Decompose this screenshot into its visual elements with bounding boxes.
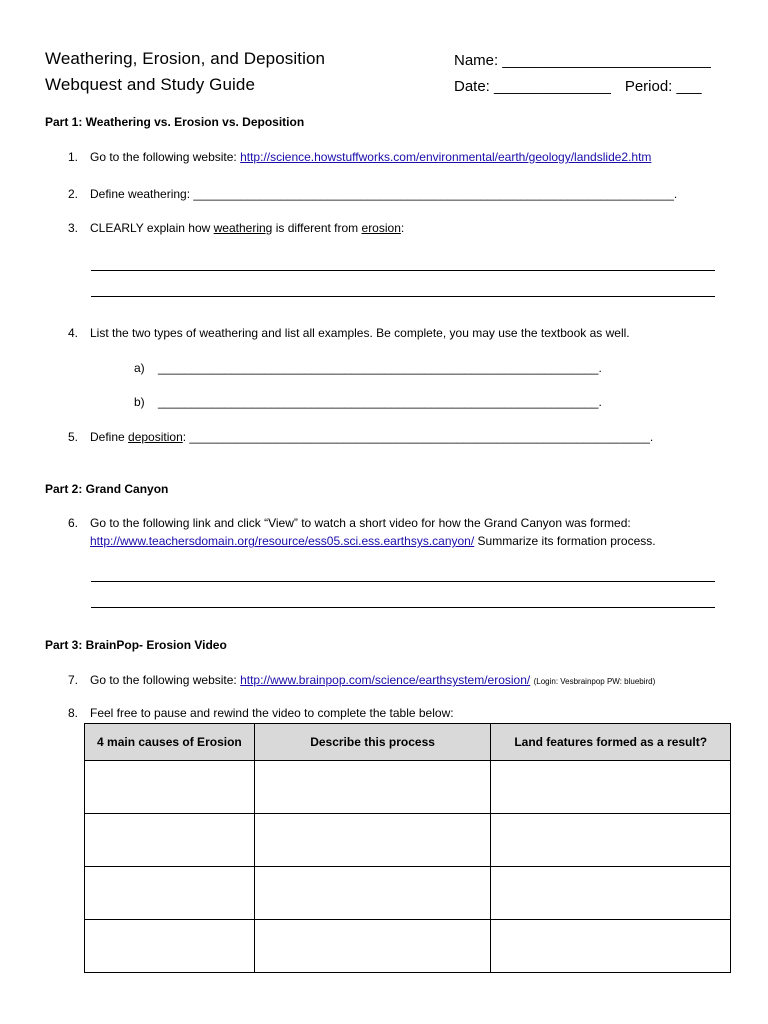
- question-1: 1. Go to the following website: http://science.howstuffworks.com/environmental/earth/geology/landslide2.htm: [68, 150, 652, 164]
- date-period-row: [454, 78, 702, 95]
- period-field: Period: ___: [624, 78, 702, 95]
- question-5: 5. Define deposition: _____________________________________________________________________.: [68, 430, 654, 444]
- table-cell[interactable]: [85, 761, 255, 814]
- part1-heading: Part 1: Weathering vs. Erosion vs. Deposition: [45, 115, 305, 129]
- part2-heading: Part 2: Grand Canyon: [45, 482, 169, 496]
- table-row: [85, 920, 731, 973]
- question-3: 3. CLEARLY explain how weathering is different from erosion:: [68, 221, 405, 235]
- worksheet-subtitle: Webquest and Study Guide: [45, 75, 256, 94]
- question-6-link-row: http://www.teachersdomain.org/resource/ess05.sci.ess.earthsys.canyon/ Summarize its formation process.: [90, 534, 656, 548]
- question-4a: a) __________________________________________________________________.: [134, 361, 602, 375]
- table-cell[interactable]: [491, 920, 731, 973]
- table-cell[interactable]: [491, 867, 731, 920]
- table-cell[interactable]: [85, 920, 255, 973]
- erosion-table: [84, 723, 731, 973]
- name-field: Name: _________________________: [454, 52, 711, 69]
- table-row: [85, 814, 731, 867]
- column-header: 4 main causes of Erosion: [85, 724, 255, 761]
- column-header: Land features formed as a result?: [491, 724, 731, 761]
- column-header: Describe this process: [254, 724, 491, 761]
- table-cell[interactable]: [254, 920, 491, 973]
- question-4b: b) __________________________________________________________________.: [134, 395, 602, 409]
- table-cell[interactable]: [85, 814, 255, 867]
- login-note: (Login: Vesbrainpop PW: bluebird): [533, 677, 656, 686]
- answer-line[interactable]: [91, 270, 715, 271]
- part3-heading: Part 3: BrainPop- Erosion Video: [45, 638, 227, 652]
- answer-line[interactable]: [91, 581, 715, 582]
- question-8: 8. Feel free to pause and rewind the video to complete the table below:: [68, 706, 454, 720]
- brainpop-link[interactable]: http://www.brainpop.com/science/earthsystem/erosion/: [240, 673, 531, 687]
- table-cell[interactable]: [491, 761, 731, 814]
- table-cell[interactable]: [254, 867, 491, 920]
- question-7: 7. Go to the following website: http://www.brainpop.com/science/earthsystem/erosion/ (Login: Vesbrainpop PW: bluebird): [68, 673, 656, 687]
- question-6: 6. Go to the following link and click “View” to watch a short video for how the Grand Canyon was formed:: [68, 516, 631, 530]
- date-field: Date: ______________: [454, 78, 611, 95]
- table-cell[interactable]: [491, 814, 731, 867]
- howstuffworks-link[interactable]: http://science.howstuffworks.com/environmental/earth/geology/landslide2.htm: [240, 150, 652, 164]
- teachersdomain-link[interactable]: http://www.teachersdomain.org/resource/ess05.sci.ess.earthsys.canyon/: [90, 534, 475, 548]
- table-cell[interactable]: [254, 761, 491, 814]
- table-row: [85, 867, 731, 920]
- answer-line[interactable]: [91, 296, 715, 297]
- table-header-row: [85, 724, 731, 761]
- table-cell[interactable]: [85, 867, 255, 920]
- worksheet-title: Weathering, Erosion, and Deposition: [45, 49, 326, 68]
- table-cell[interactable]: [254, 814, 491, 867]
- question-4: 4. List the two types of weathering and list all examples. Be complete, you may use the textbook as well.: [68, 326, 630, 340]
- question-2: 2. Define weathering: ________________________________________________________________________.: [68, 187, 678, 201]
- table-row: [85, 761, 731, 814]
- answer-line[interactable]: [91, 607, 715, 608]
